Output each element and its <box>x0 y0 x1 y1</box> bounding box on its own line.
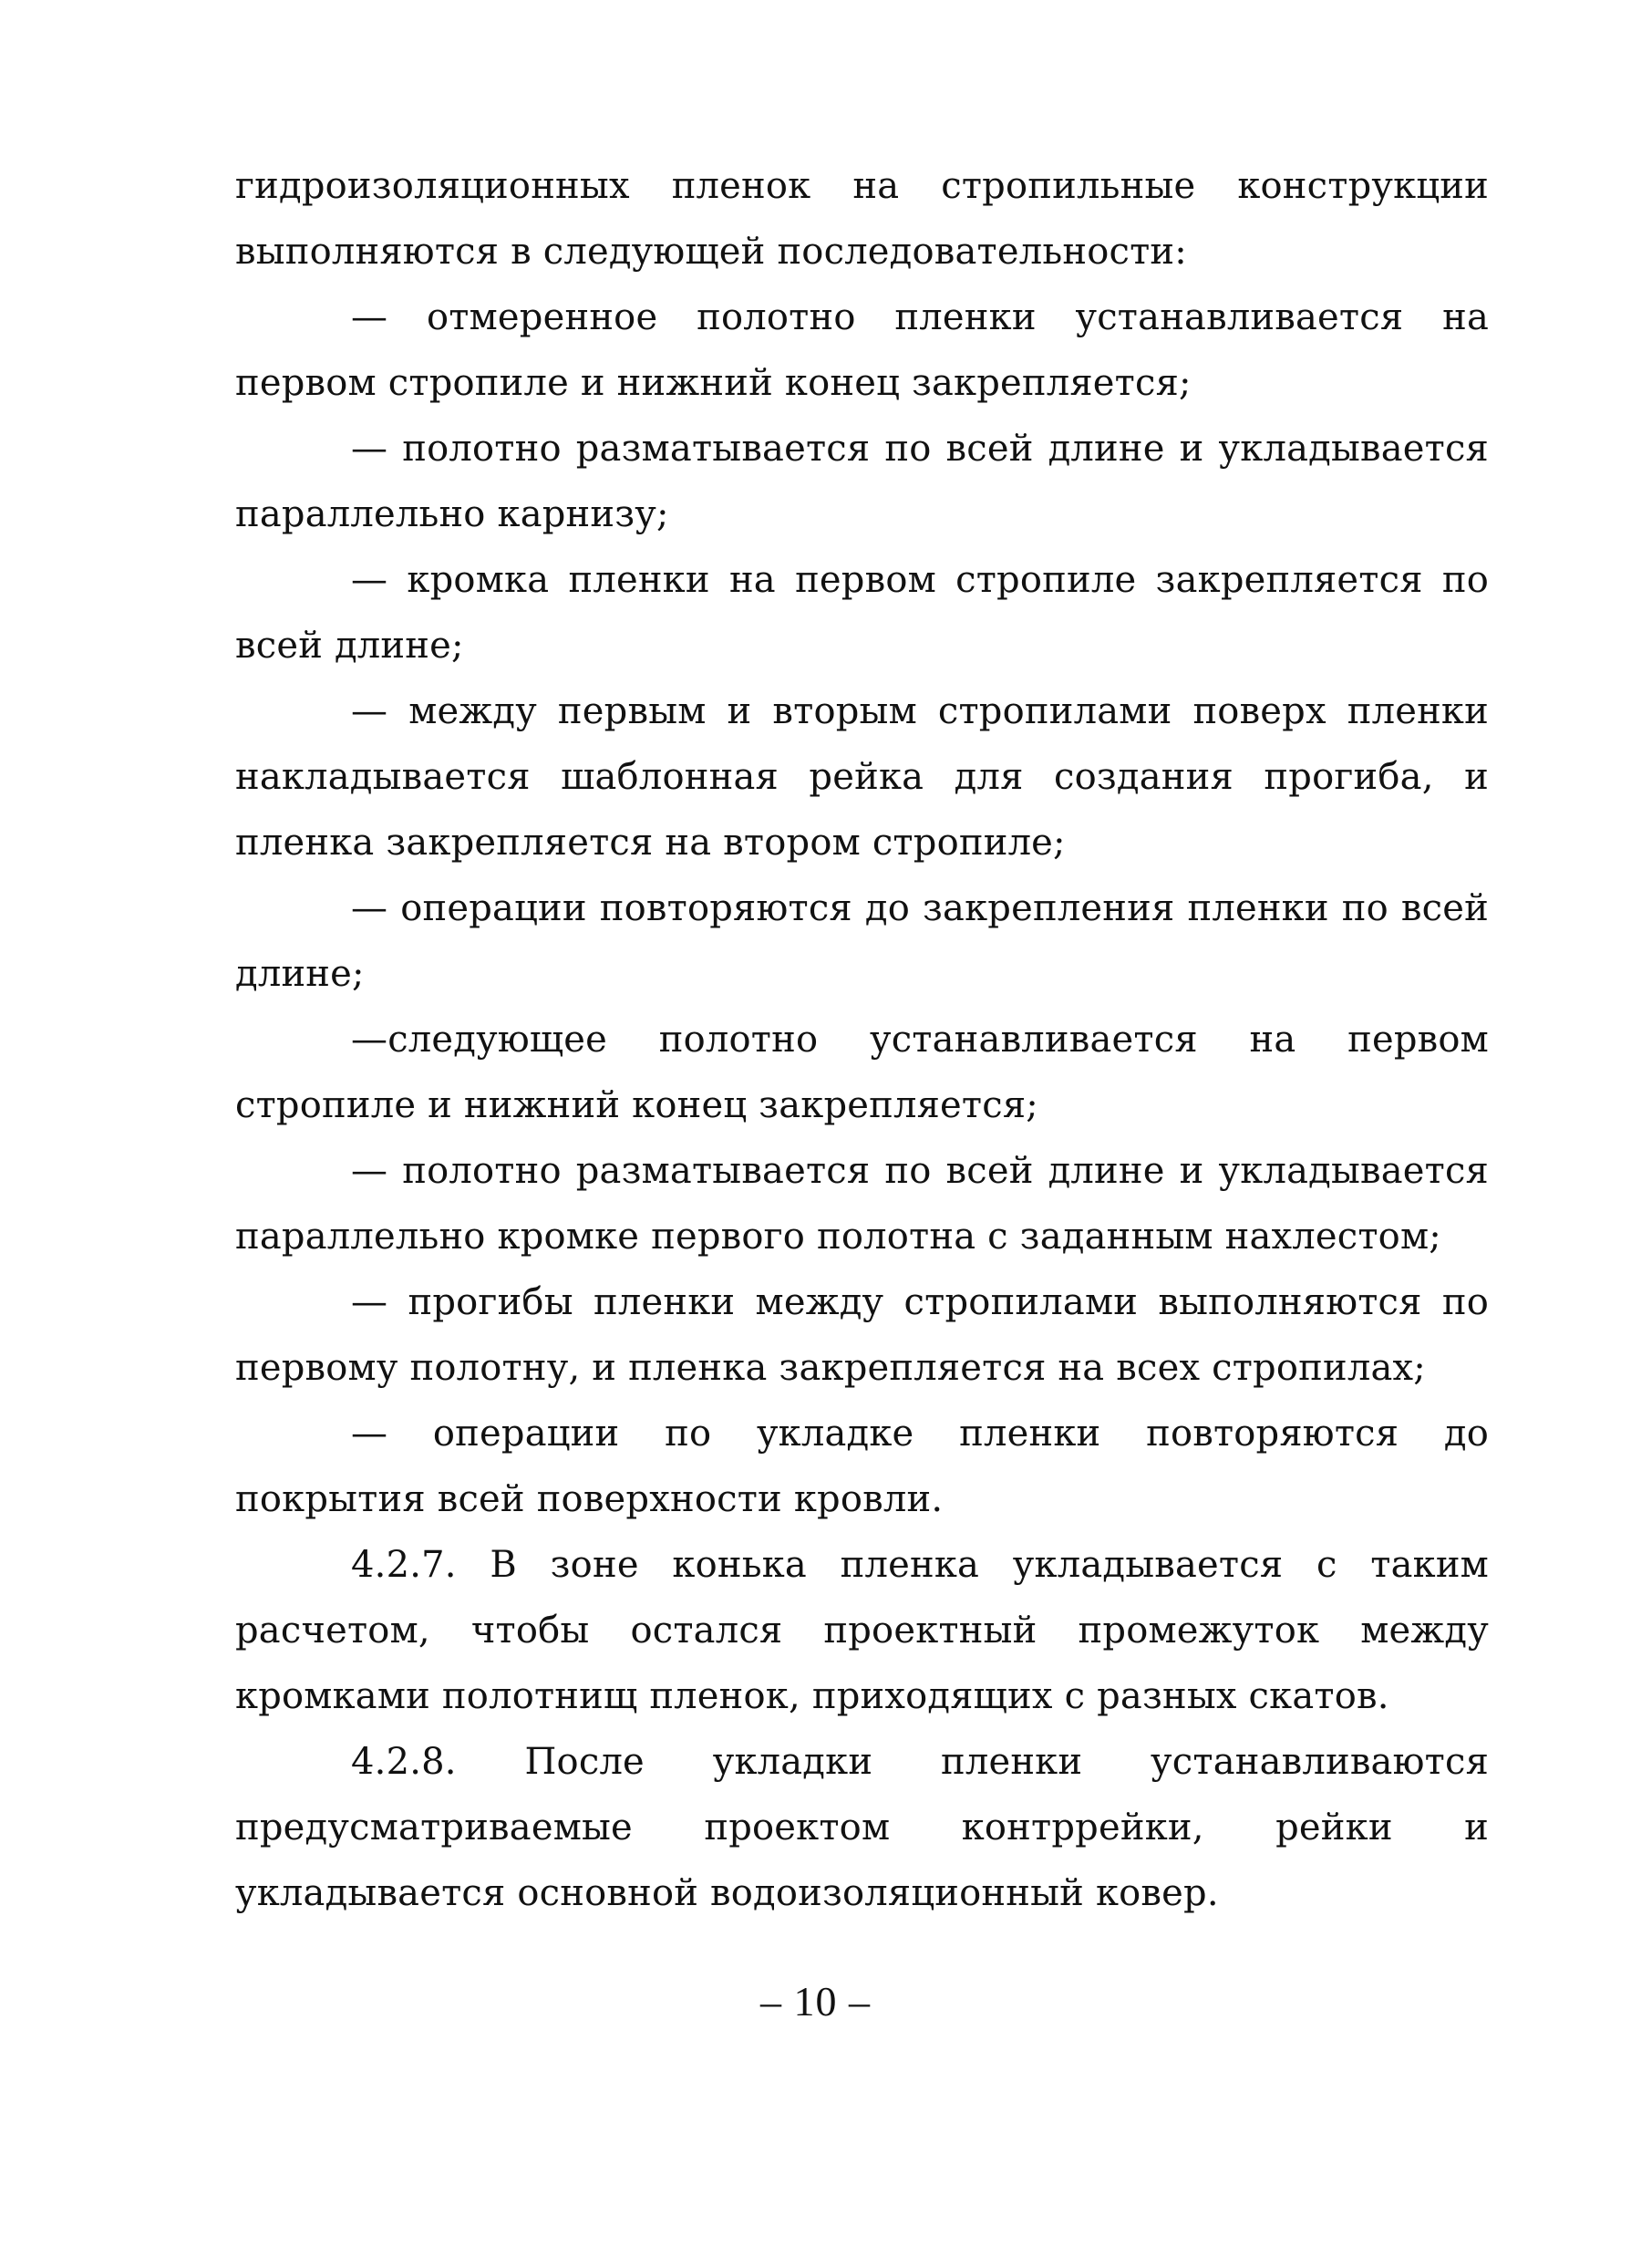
page-number: – 10 – <box>760 1978 871 2025</box>
list-item-step-4: — между первым и вторым стропилами поверх пленки накладывается шаблонная рейка для создания прогиба, и пленка закрепляется на втором стропиле; <box>235 690 1489 864</box>
section-4-2-7: 4.2.7. В зоне конька пленка укладывается с таким расчетом, чтобы остался проектный промежуток между кромками полотнищ пленок, приходящих с разных скатов. <box>235 1544 1489 1717</box>
section-4-2-8: 4.2.8. После укладки пленки устанавливаются предусматриваемые проектом контррейки, рейки и укладывается основной водоизоляционный ковер. <box>235 1741 1489 1914</box>
list-item-step-1: — отмеренное полотно пленки устанавливается на первом стропиле и нижний конец закрепляется; <box>235 296 1489 404</box>
list-item-step-7: — полотно разматывается по всей длине и укладывается параллельно кромке первого полотна с заданным нахлестом; <box>235 1150 1489 1258</box>
list-item-step-8: — прогибы пленки между стропилами выполняются по первому полотну, и пленка закрепляется на всех стропилах; <box>235 1281 1489 1389</box>
paragraph-intro: гидроизоляционных пленок на стропильные конструкции выполняются в следующей последовательности: <box>235 165 1489 273</box>
list-item-step-6: —следующее полотно устанавливается на первом стропиле и нижний конец закрепляется; <box>235 1019 1489 1126</box>
list-item-step-9: — операции по укладке пленки повторяются до покрытия всей поверхности кровли. <box>235 1413 1489 1520</box>
list-item-step-3: — кромка пленки на первом стропиле закрепляется по всей длине; <box>235 559 1489 667</box>
body-text <box>235 153 1489 1926</box>
list-item-step-2: — полотно разматывается по всей длине и укладывается параллельно карнизу; <box>235 428 1489 535</box>
list-item-step-5: — операции повторяются до закрепления пленки по всей длине; <box>235 887 1489 995</box>
